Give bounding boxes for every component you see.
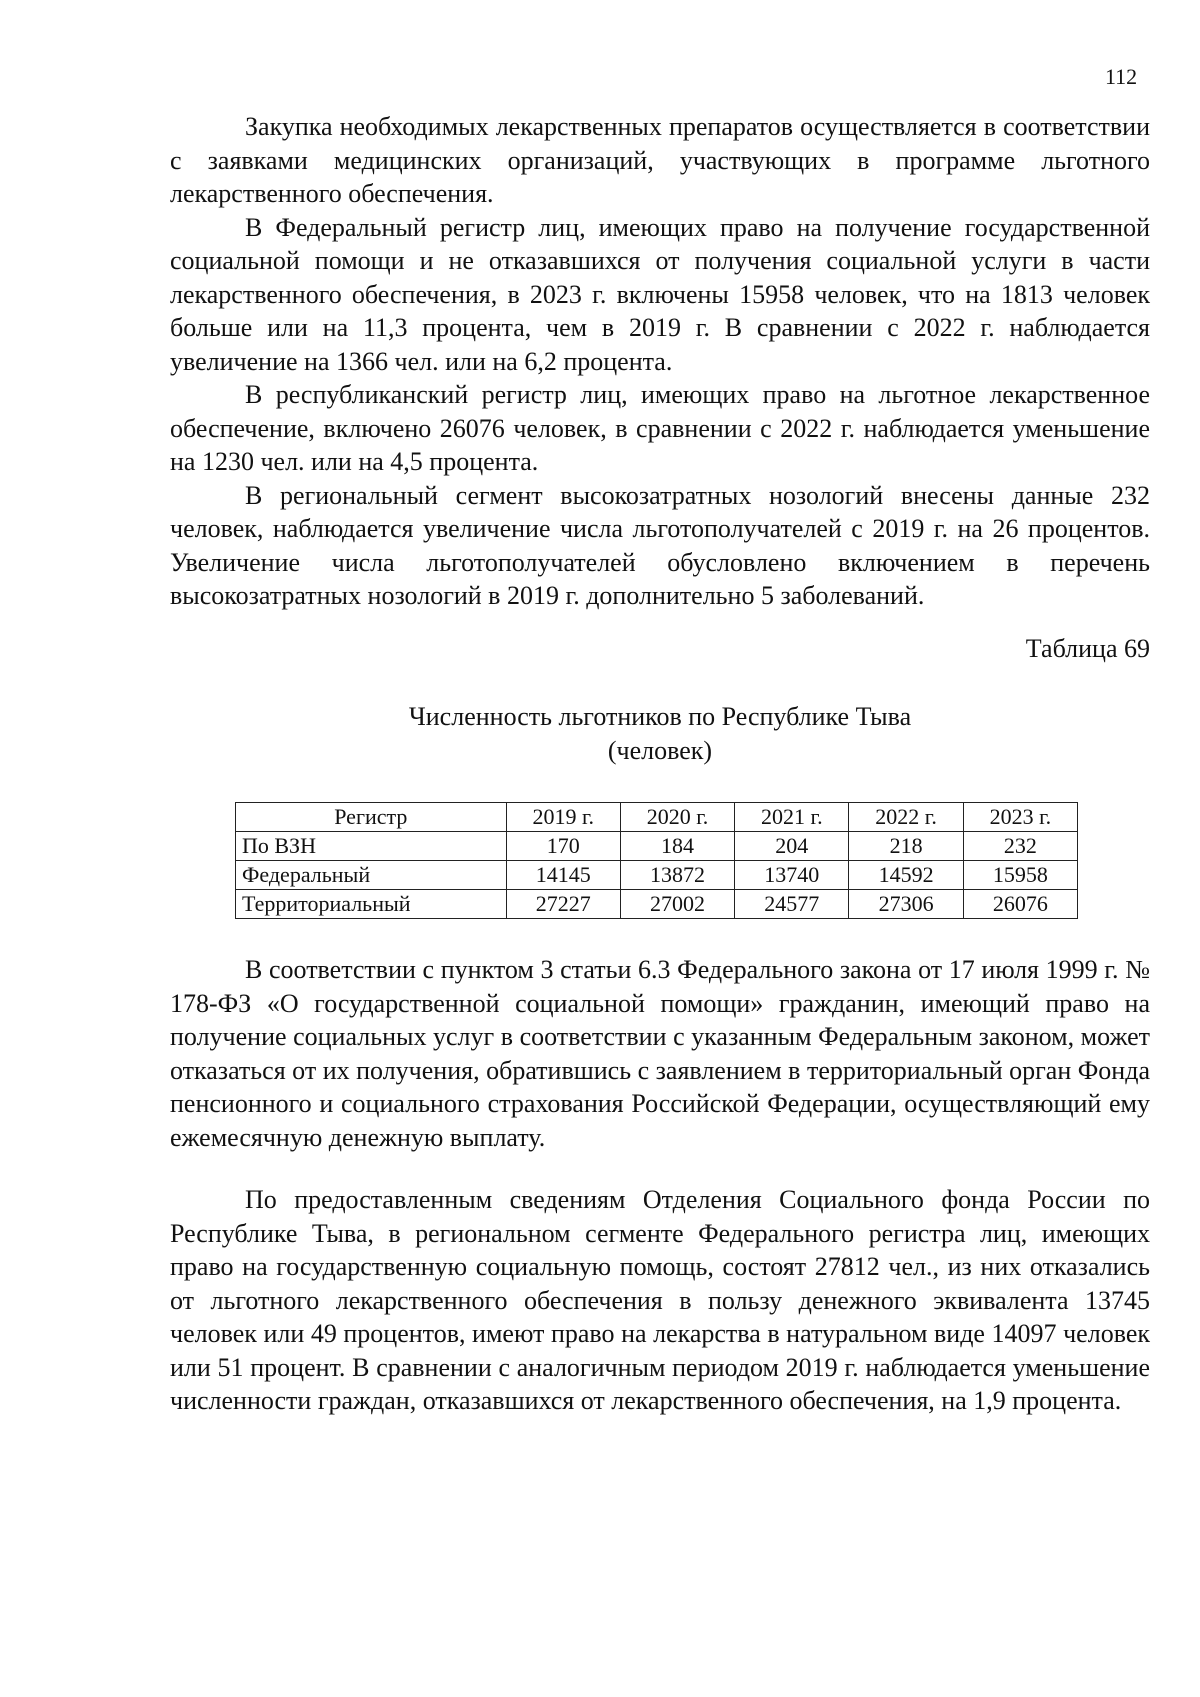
table-cell: 170 (506, 832, 620, 861)
table-cell: 218 (849, 832, 963, 861)
column-header: 2022 г. (849, 803, 963, 832)
table-cell: 13872 (620, 861, 734, 890)
table-cell: 14145 (506, 861, 620, 890)
row-label: Территориальный (236, 890, 507, 919)
row-label: Федеральный (236, 861, 507, 890)
table-cell: 232 (963, 832, 1077, 861)
column-header: Регистр (236, 803, 507, 832)
paragraph: В Федеральный регистр лиц, имеющих право на получение государственной социальной помощи и не отказавшихся от получения социальной услуги в части лекарственного обеспечения, в 2023 г. включены 15958 человек, что на 1813 человек больше или на 11,3 процента, чем в 2019 г. В сравнении с 2022 г. наблюдается увеличение на 1366 чел. или на 6,2 процента. (170, 212, 1150, 376)
table-cell: 27002 (620, 890, 734, 919)
text-block-top (170, 110, 1150, 613)
column-header: 2021 г. (735, 803, 849, 832)
table-row (236, 832, 1078, 861)
text-block-sfr (170, 1183, 1150, 1418)
table-row (236, 861, 1078, 890)
paragraph: По предоставленным сведениям Отделения Социального фонда России по Республике Тыва, в региональном сегменте Федерального регистра лиц, имеющих право на государственную социальную помощь, состоят 27812 чел., из них отказались от льготного лекарственного обеспечения в пользу денежного эквивалента 13745 человек или 49 процентов, имеют право на лекарства в натуральном виде 14097 человек или 51 процент. В сравнении с аналогичным периодом 2019 г. наблюдается уменьшение численности граждан, отказавшихся от лекарственного обеспечения, на 1,9 процента. (170, 1185, 1150, 1415)
paragraph: Закупка необходимых лекарственных препаратов осуществляется в соответствии с заявками медицинских организаций, участвующих в программе льготного лекарственного обеспечения. (170, 112, 1150, 208)
table-cell: 27227 (506, 890, 620, 919)
table-cell: 15958 (963, 861, 1077, 890)
table-cell: 13740 (735, 861, 849, 890)
table-header-row (236, 803, 1078, 832)
table-cell: 204 (735, 832, 849, 861)
paragraph: В соответствии с пунктом 3 статьи 6.3 Федерального закона от 17 июля 1999 г. № 178-ФЗ «О государственной социальной помощи» гражданин, имеющий право на получение социальных услуг в соответствии с указанным Федеральным законом, может отказаться от их получения, обратившись с заявлением в территориальный орган Фонда пенсионного и социального страхования Российской Федерации, осуществляющий ему ежемесячную денежную выплату. (170, 955, 1150, 1152)
table-title (170, 700, 1150, 768)
table-label: Таблица 69 (1025, 634, 1150, 663)
table-title-unit: (человек) (607, 736, 713, 765)
paragraph: В республиканский регистр лиц, имеющих право на льготное лекарственное обеспечение, включено 26076 человек, в сравнении с 2022 г. наблюдается уменьшение на 1230 чел. или на 4,5 процента. (170, 380, 1150, 476)
table-cell: 184 (620, 832, 734, 861)
table-title-line: Численность льготников по Республике Тыва (408, 702, 912, 731)
table-cell: 24577 (735, 890, 849, 919)
beneficiaries-table (235, 802, 1078, 919)
row-label: По ВЗН (236, 832, 507, 861)
table-cell: 26076 (963, 890, 1077, 919)
paragraph: В региональный сегмент высокозатратных нозологий внесены данные 232 человек, наблюдается увеличение числа льготополучателей с 2019 г. на 26 процентов. Увеличение числа льготополучателей обусловлено включением в перечень высокозатратных нозологий в 2019 г. дополнительно 5 заболеваний. (170, 480, 1150, 610)
table-row (236, 890, 1078, 919)
column-header: 2019 г. (506, 803, 620, 832)
column-header: 2023 г. (963, 803, 1077, 832)
table-cell: 14592 (849, 861, 963, 890)
column-header: 2020 г. (620, 803, 734, 832)
page-number: 112 (1105, 64, 1138, 89)
text-block-law (170, 953, 1150, 1154)
table-cell: 27306 (849, 890, 963, 919)
